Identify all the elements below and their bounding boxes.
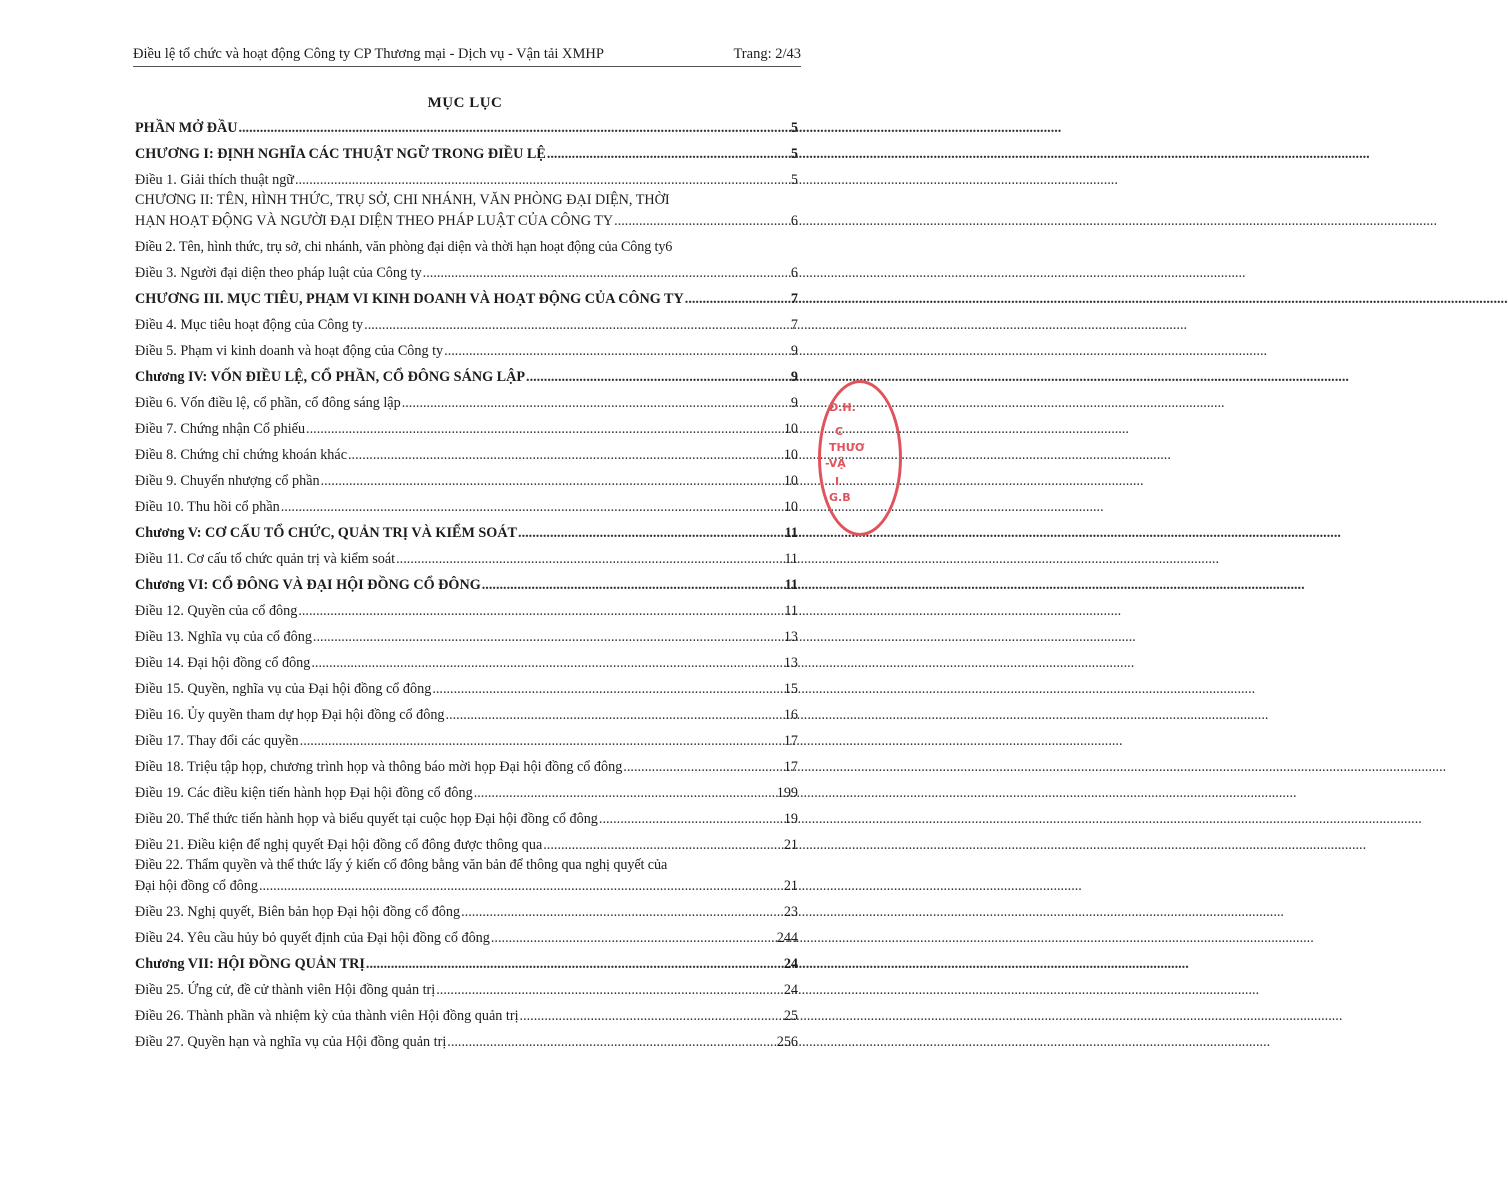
company-seal-stamp: Đ.H. C THƯƠ -VẬ I G.B — [818, 380, 902, 536]
toc-entry-article-9[interactable]: Điều 9. Chuyển nhượng cổ phần ..... 10 — [135, 471, 798, 491]
toc-entry-article-20[interactable]: Điều 20. Thể thức tiến hành họp và biểu quyết tại cuộc họp Đại hội đồng cổ đông ..... 19 — [135, 809, 798, 829]
toc-entry-preface[interactable]: PHẦN MỞ ĐẦU ..... 5 — [135, 118, 798, 138]
toc-entry-article-6[interactable]: Điều 6. Vốn điều lệ, cổ phần, cổ đông sáng lập ..... 9 — [135, 393, 798, 413]
toc-entry-article-8[interactable]: Điều 8. Chứng chỉ chứng khoán khác ..... 10 — [135, 445, 798, 465]
toc-entry-article-7[interactable]: Điều 7. Chứng nhận Cổ phiếu ..... 10 — [135, 419, 798, 439]
toc-entry-chapter-3[interactable]: CHƯƠNG III. MỤC TIÊU, PHẠM VI KINH DOANH VÀ HOẠT ĐỘNG CỦA CÔNG TY ..... 7 — [135, 289, 798, 309]
toc-entry-article-5[interactable]: Điều 5. Phạm vi kinh doanh và hoạt động của Công ty ..... 9 — [135, 341, 798, 361]
toc-entry-article-17[interactable]: Điều 17. Thay đổi các quyền ..... 17 — [135, 731, 798, 751]
toc-entry-article-24[interactable]: Điều 24. Yêu cầu hủy bỏ quyết định của Đại hội đồng cổ đông ..... 244 — [135, 928, 798, 948]
toc-entry-article-13[interactable]: Điều 13. Nghĩa vụ của cổ đông ..... 13 — [135, 627, 798, 647]
toc-entry-article-27[interactable]: Điều 27. Quyền hạn và nghĩa vụ của Hội đồng quản trị ..... 256 — [135, 1032, 798, 1052]
toc-entry-article-26[interactable]: Điều 26. Thành phần và nhiệm kỳ của thành viên Hội đồng quản trị ..... 25 — [135, 1006, 798, 1026]
toc-entry-article-2[interactable]: Điều 2. Tên, hình thức, trụ sở, chi nhánh, văn phòng đại diện và thời hạn hoạt động của Công ty 6 — [135, 239, 673, 255]
toc-entry-article-4[interactable]: Điều 4. Mục tiêu hoạt động của Công ty ..... 7 — [135, 315, 798, 335]
toc-entry-article-1[interactable]: Điều 1. Giải thích thuật ngữ ..... 5 — [135, 170, 798, 190]
page-number: Trang: 2/43 — [733, 46, 801, 62]
toc-entry-chapter-2[interactable]: CHƯƠNG II: TÊN, HÌNH THỨC, TRỤ SỞ, CHI NHÁNH, VĂN PHÒNG ĐẠI DIỆN, THỜI HẠN HOẠT ĐỘNG VÀ NGƯỜI ĐẠI DIỆN THEO PHÁP LUẬT CỦA CÔNG TY ..... 6 — [135, 190, 798, 231]
toc-entry-article-22[interactable]: Điều 22. Thẩm quyền và thể thức lấy ý kiến cổ đông bằng văn bản để thông qua nghị quyết của Đại hội đồng cổ đông ..... 21 — [135, 855, 798, 896]
document-title: Điều lệ tổ chức và hoạt động Công ty CP Thương mại - Dịch vụ - Vận tải XMHP — [133, 46, 604, 62]
page-header — [133, 44, 801, 67]
toc-entry-article-16[interactable]: Điều 16. Ủy quyền tham dự họp Đại hội đồng cổ đông ..... 16 — [135, 705, 798, 725]
toc-entry-article-23[interactable]: Điều 23. Nghị quyết, Biên bản họp Đại hội đồng cổ đông ..... 23 — [135, 902, 798, 922]
toc-entry-article-15[interactable]: Điều 15. Quyền, nghĩa vụ của Đại hội đồng cổ đông ..... 15 — [135, 679, 798, 699]
toc-entry-article-12[interactable]: Điều 12. Quyền của cổ đông ..... 11 — [135, 601, 798, 621]
toc-entry-article-19[interactable]: Điều 19. Các điều kiện tiến hành họp Đại hội đồng cổ đông ..... 199 — [135, 783, 798, 803]
toc-entry-article-3[interactable]: Điều 3. Người đại diện theo pháp luật của Công ty ..... 6 — [135, 263, 798, 283]
toc-entry-chapter-4[interactable]: Chương IV: VỐN ĐIỀU LỆ, CỔ PHẦN, CỔ ĐÔNG SÁNG LẬP ..... 9 — [135, 367, 798, 387]
toc-entry-article-10[interactable]: Điều 10. Thu hồi cổ phần ..... 10 — [135, 497, 798, 517]
toc-entry-chapter-1[interactable]: CHƯƠNG I: ĐỊNH NGHĨA CÁC THUẬT NGỮ TRONG ĐIỀU LỆ ..... 5 — [135, 144, 798, 164]
toc-title: MỤC LỤC — [427, 95, 503, 111]
table-of-contents — [135, 118, 798, 1052]
toc-entry-article-18[interactable]: Điều 18. Triệu tập họp, chương trình họp và thông báo mời họp Đại hội đồng cổ đông ..... 17 — [135, 757, 798, 777]
toc-entry-chapter-6[interactable]: Chương VI: CỔ ĐÔNG VÀ ĐẠI HỘI ĐỒNG CỔ ĐÔNG ..... 11 — [135, 575, 798, 595]
toc-entry-article-11[interactable]: Điều 11. Cơ cấu tổ chức quản trị và kiểm soát ..... 11 — [135, 549, 798, 569]
toc-entry-chapter-5[interactable]: Chương V: CƠ CẤU TỔ CHỨC, QUẢN TRỊ VÀ KIỂM SOÁT ..... 11 — [135, 523, 798, 543]
toc-entry-article-21[interactable]: Điều 21. Điều kiện để nghị quyết Đại hội đồng cổ đông được thông qua ..... 21 — [135, 835, 798, 855]
toc-entry-article-14[interactable]: Điều 14. Đại hội đồng cổ đông ..... 13 — [135, 653, 798, 673]
toc-entry-article-25[interactable]: Điều 25. Ứng cử, đề cử thành viên Hội đồng quản trị ..... 24 — [135, 980, 798, 1000]
toc-entry-chapter-7[interactable]: Chương VII: HỘI ĐỒNG QUẢN TRỊ ..... 24 — [135, 954, 798, 974]
